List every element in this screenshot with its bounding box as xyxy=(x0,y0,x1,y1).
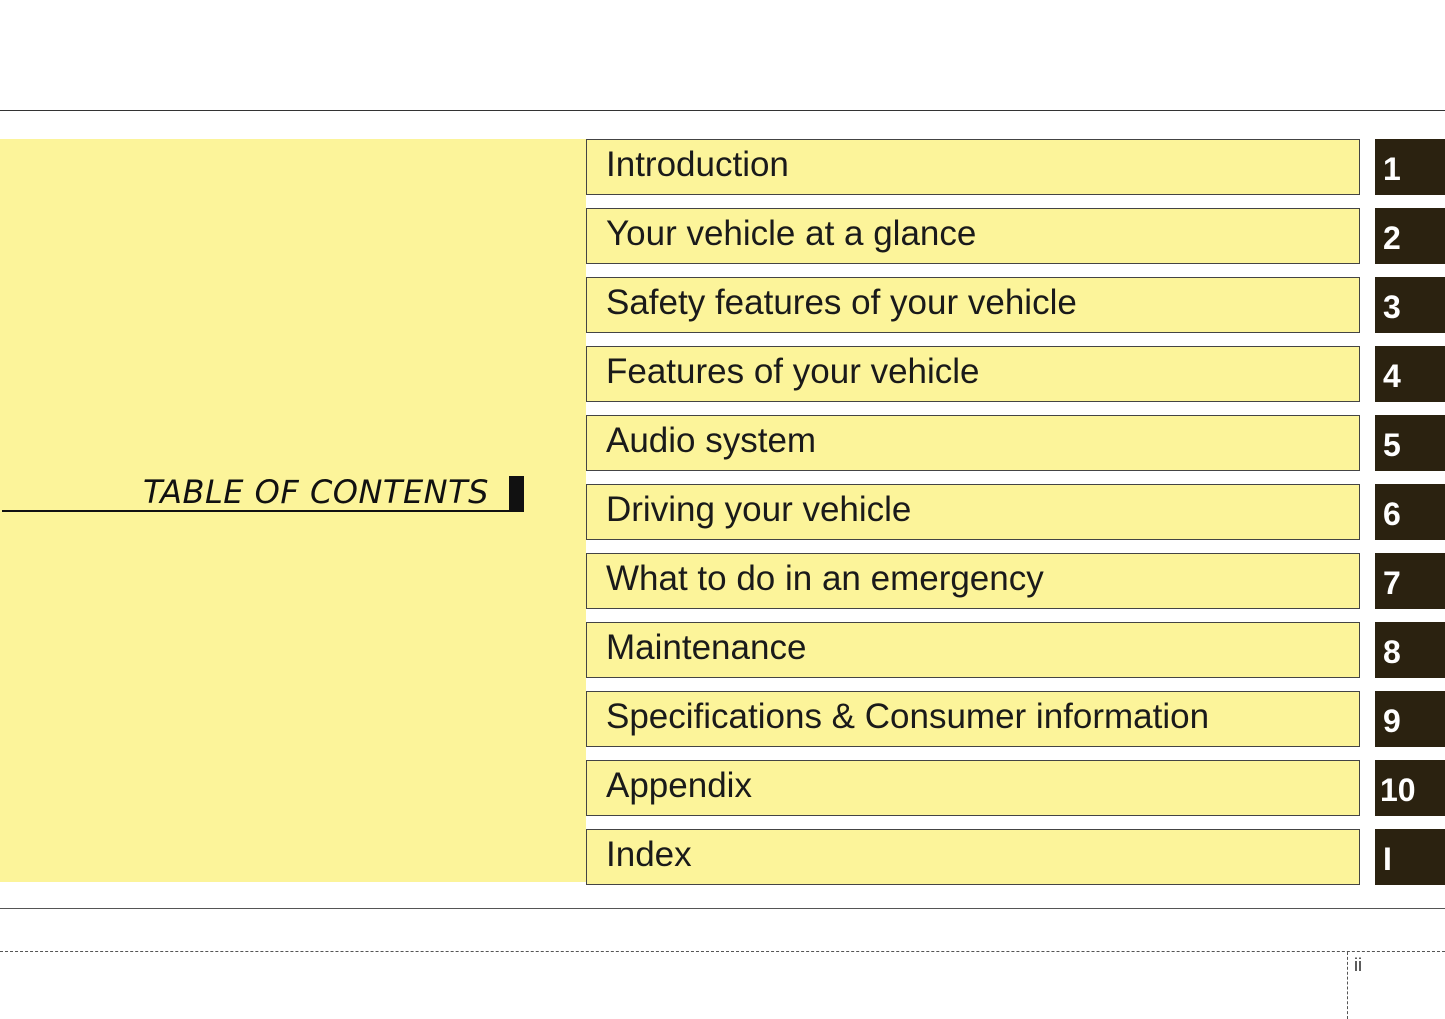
title-end-block xyxy=(509,476,524,512)
toc-row-vehicle-at-a-glance xyxy=(586,208,1445,264)
chapter-number: 6 xyxy=(1383,496,1401,532)
footer-dashed-separator xyxy=(1347,952,1348,1019)
toc-label: Audio system xyxy=(606,421,817,460)
toc-link-emergency[interactable] xyxy=(586,553,1360,609)
toc-row-safety-features xyxy=(586,277,1445,333)
toc-link-specifications[interactable] xyxy=(586,691,1360,747)
chapter-tab-5[interactable] xyxy=(1375,415,1445,471)
toc-row-introduction xyxy=(586,139,1445,195)
chapter-number: 2 xyxy=(1383,220,1401,256)
chapter-tab-index[interactable] xyxy=(1375,829,1445,885)
chapter-number: 3 xyxy=(1383,289,1401,325)
bottom-divider xyxy=(0,908,1445,909)
toc-label: Index xyxy=(606,835,692,874)
toc-link-appendix[interactable] xyxy=(586,760,1360,816)
chapter-number: 1 xyxy=(1383,151,1401,187)
toc-row-specifications xyxy=(586,691,1445,747)
chapter-number: 9 xyxy=(1383,703,1401,739)
toc-label: Introduction xyxy=(606,145,789,184)
toc-row-audio-system xyxy=(586,415,1445,471)
toc-link-maintenance[interactable] xyxy=(586,622,1360,678)
toc-row-index xyxy=(586,829,1445,885)
chapter-tab-9[interactable] xyxy=(1375,691,1445,747)
toc-label: What to do in an emergency xyxy=(606,559,1044,598)
chapter-tab-1[interactable] xyxy=(1375,139,1445,195)
toc-row-appendix xyxy=(586,760,1445,816)
chapter-tab-10[interactable] xyxy=(1375,760,1445,816)
chapter-number: 4 xyxy=(1383,358,1401,394)
chapter-number: I xyxy=(1383,841,1392,877)
toc-list xyxy=(586,139,1445,884)
toc-label: Your vehicle at a glance xyxy=(606,214,977,253)
toc-link-features[interactable] xyxy=(586,346,1360,402)
chapter-tab-3[interactable] xyxy=(1375,277,1445,333)
toc-row-emergency xyxy=(586,553,1445,609)
toc-label: Appendix xyxy=(606,766,752,805)
chapter-number: 10 xyxy=(1380,772,1416,808)
chapter-tab-4[interactable] xyxy=(1375,346,1445,402)
toc-label: Driving your vehicle xyxy=(606,490,912,529)
toc-link-driving[interactable] xyxy=(586,484,1360,540)
chapter-tab-8[interactable] xyxy=(1375,622,1445,678)
toc-link-safety-features[interactable] xyxy=(586,277,1360,333)
toc-label: Specifications & Consumer information xyxy=(606,697,1210,736)
toc-link-introduction[interactable] xyxy=(586,139,1360,195)
toc-row-maintenance xyxy=(586,622,1445,678)
toc-link-index[interactable] xyxy=(586,829,1360,885)
toc-link-audio-system[interactable] xyxy=(586,415,1360,471)
chapter-number: 5 xyxy=(1383,427,1401,463)
toc-label: Safety features of your vehicle xyxy=(606,283,1077,322)
toc-row-driving xyxy=(586,484,1445,540)
toc-label: Features of your vehicle xyxy=(606,352,980,391)
top-divider xyxy=(0,110,1445,111)
toc-row-features xyxy=(586,346,1445,402)
chapter-tab-6[interactable] xyxy=(1375,484,1445,540)
page-title: TABLE OF CONTENTS xyxy=(143,473,489,511)
chapter-tab-7[interactable] xyxy=(1375,553,1445,609)
page-number: ii xyxy=(1354,955,1362,975)
toc-link-vehicle-at-a-glance[interactable] xyxy=(586,208,1360,264)
chapter-tab-2[interactable] xyxy=(1375,208,1445,264)
chapter-number: 8 xyxy=(1383,634,1401,670)
chapter-number: 7 xyxy=(1383,565,1401,601)
footer-dashed-line xyxy=(0,951,1445,952)
toc-label: Maintenance xyxy=(606,628,807,667)
